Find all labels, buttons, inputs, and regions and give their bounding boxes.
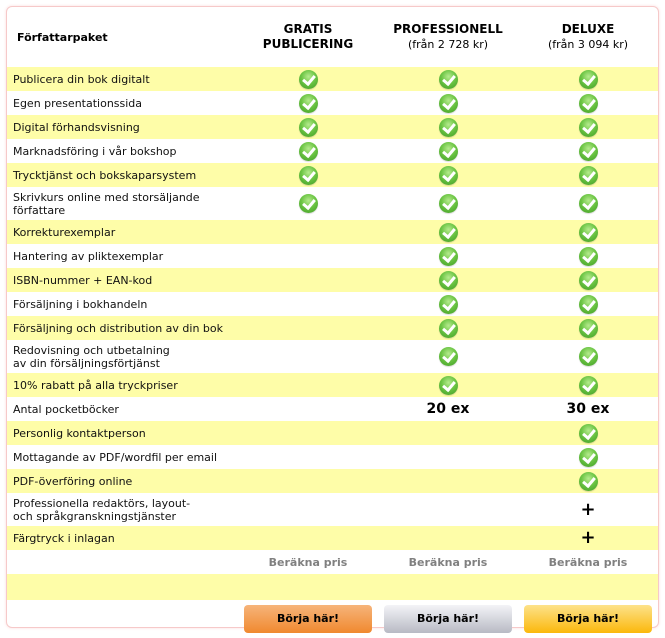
plan-cell — [378, 373, 518, 397]
check-icon — [299, 94, 318, 113]
check-icon — [439, 142, 458, 161]
spacer-row — [7, 574, 658, 600]
feature-label: Digital förhandsvisning — [7, 115, 238, 139]
plan-cell — [518, 397, 658, 421]
check-icon — [579, 472, 598, 491]
feature-row — [7, 493, 658, 526]
plan-cell — [378, 67, 518, 91]
check-icon — [439, 347, 458, 366]
check-icon — [579, 347, 598, 366]
plan-cell — [378, 187, 518, 220]
feature-label: Färgtryck i inlagan — [7, 526, 238, 550]
feature-row — [7, 187, 658, 220]
header-row — [7, 7, 658, 67]
check-icon — [439, 295, 458, 314]
feature-row — [7, 292, 658, 316]
check-icon — [579, 223, 598, 242]
plan-cell — [378, 244, 518, 268]
feature-row — [7, 445, 658, 469]
plan-cell — [378, 268, 518, 292]
check-icon — [579, 448, 598, 467]
feature-row — [7, 139, 658, 163]
start-button-deluxe[interactable]: Börja här! — [524, 605, 652, 633]
check-icon — [439, 223, 458, 242]
plus-icon: + — [580, 527, 596, 548]
plan-cell — [378, 316, 518, 340]
plan-cell — [378, 139, 518, 163]
plan-cell — [238, 397, 378, 421]
plan-cell — [238, 139, 378, 163]
plan-cell — [518, 91, 658, 115]
check-icon — [579, 166, 598, 185]
plan-cell — [238, 220, 378, 244]
plan-cell — [518, 421, 658, 445]
check-icon — [579, 70, 598, 89]
feature-label: Försäljning och distribution av din bok — [7, 316, 238, 340]
plan-cell — [238, 163, 378, 187]
feature-row — [7, 115, 658, 139]
plan-cell — [238, 469, 378, 493]
plan-cell — [518, 526, 658, 550]
feature-label-line: författare — [13, 203, 66, 217]
plan-cell — [238, 91, 378, 115]
plan-cell — [238, 493, 378, 526]
pricing-table — [7, 7, 658, 638]
plan-cell — [238, 244, 378, 268]
plan-cell — [238, 421, 378, 445]
start-buttons-row — [7, 600, 658, 638]
plan-cell — [518, 373, 658, 397]
check-icon — [299, 166, 318, 185]
check-icon — [439, 70, 458, 89]
feature-label: Publicera din bok digitalt — [7, 67, 238, 91]
check-icon — [439, 194, 458, 213]
check-icon — [579, 376, 598, 395]
plan-cell — [518, 316, 658, 340]
plan-name: PROFESSIONELL — [393, 22, 503, 36]
feature-label-line: Skrivkurs online med storsäljande — [13, 190, 200, 204]
plan-cell — [238, 187, 378, 220]
plan-cell — [518, 268, 658, 292]
plan-cell — [518, 340, 658, 373]
plan-cell — [238, 316, 378, 340]
check-icon — [439, 319, 458, 338]
feature-label: 10% rabatt på alla tryckpriser — [7, 373, 238, 397]
feature-label-line: och språkgranskningstjänster — [13, 509, 177, 523]
plan-name-line2: PUBLICERING — [262, 37, 354, 51]
plan-header-professionell — [378, 7, 518, 67]
feature-label-line: Redovisning och utbetalning — [13, 343, 170, 357]
plan-cell — [378, 526, 518, 550]
feature-label — [7, 187, 238, 220]
feature-label — [7, 493, 238, 526]
plan-cell — [238, 67, 378, 91]
check-icon — [579, 142, 598, 161]
check-icon — [439, 166, 458, 185]
feature-label: ISBN-nummer + EAN-kod — [7, 268, 238, 292]
check-icon — [579, 319, 598, 338]
check-icon — [439, 376, 458, 395]
plan-cell — [238, 445, 378, 469]
feature-label: Trycktjänst och bokskaparsystem — [7, 163, 238, 187]
plan-cell — [378, 397, 518, 421]
plan-cell — [518, 244, 658, 268]
calculate-price-link[interactable]: Beräkna pris — [548, 555, 628, 569]
plan-cell — [378, 292, 518, 316]
check-icon — [439, 94, 458, 113]
plan-cell — [238, 292, 378, 316]
calculate-price-link[interactable]: Beräkna pris — [268, 555, 348, 569]
plan-cell — [518, 187, 658, 220]
feature-row — [7, 163, 658, 187]
check-icon — [299, 70, 318, 89]
plan-cell — [378, 493, 518, 526]
check-icon — [439, 118, 458, 137]
plan-cell — [518, 139, 658, 163]
check-icon — [299, 194, 318, 213]
plan-price: (från 3 094 kr) — [547, 38, 629, 51]
plan-cell — [518, 445, 658, 469]
calculate-price-link[interactable]: Beräkna pris — [408, 555, 488, 569]
feature-row — [7, 373, 658, 397]
plan-cell — [378, 340, 518, 373]
start-button-gratis[interactable]: Börja här! — [244, 605, 372, 633]
feature-row — [7, 526, 658, 550]
plan-cell — [238, 268, 378, 292]
check-icon — [439, 271, 458, 290]
plan-header-gratis — [238, 7, 378, 67]
pricing-panel — [6, 6, 659, 628]
feature-row — [7, 421, 658, 445]
calculate-price-row — [7, 550, 658, 574]
check-icon — [579, 424, 598, 443]
plan-cell — [518, 67, 658, 91]
feature-row — [7, 469, 658, 493]
plan-cell — [238, 526, 378, 550]
feature-row — [7, 91, 658, 115]
check-icon — [299, 118, 318, 137]
plan-cell — [378, 421, 518, 445]
plan-cell — [238, 373, 378, 397]
check-icon — [579, 247, 598, 266]
feature-label: Marknadsföring i vår bokshop — [13, 144, 177, 158]
plan-cell — [518, 163, 658, 187]
plan-cell — [378, 91, 518, 115]
plan-cell — [238, 115, 378, 139]
plan-name-line1: GRATIS — [283, 22, 333, 36]
check-icon — [579, 271, 598, 290]
feature-label: Försäljning i bokhandeln — [13, 297, 148, 311]
check-icon — [439, 247, 458, 266]
feature-row — [7, 220, 658, 244]
plan-cell — [378, 220, 518, 244]
feature-label: Hantering av pliktexemplar — [13, 249, 164, 263]
feature-row — [7, 67, 658, 91]
plan-cell — [518, 220, 658, 244]
feature-column-title: Författarpaket — [17, 30, 108, 44]
plan-cell — [238, 340, 378, 373]
plan-price: (från 2 728 kr) — [407, 38, 489, 51]
plus-icon: + — [580, 498, 596, 520]
plan-cell — [378, 163, 518, 187]
plan-cell — [378, 445, 518, 469]
plan-cell — [518, 469, 658, 493]
feature-row — [7, 268, 658, 292]
feature-label — [7, 340, 238, 373]
check-icon — [579, 94, 598, 113]
check-icon — [579, 295, 598, 314]
plan-cell — [518, 115, 658, 139]
feature-label: Personlig kontaktperson — [7, 421, 238, 445]
quantity-value: 30 ex — [566, 401, 610, 417]
feature-row — [7, 340, 658, 373]
feature-row — [7, 244, 658, 268]
feature-row — [7, 397, 658, 421]
check-icon — [579, 118, 598, 137]
plan-cell — [518, 493, 658, 526]
plan-name: DELUXE — [561, 22, 615, 36]
feature-label: Egen presentationssida — [13, 96, 143, 110]
quantity-value: 20 ex — [426, 401, 470, 417]
feature-row — [7, 316, 658, 340]
feature-label: Antal pocketböcker — [13, 402, 119, 416]
plan-header-deluxe — [518, 7, 658, 67]
feature-label: Mottagande av PDF/wordfil per email — [13, 450, 218, 464]
check-icon — [579, 194, 598, 213]
start-button-professionell[interactable]: Börja här! — [384, 605, 512, 633]
plan-cell — [518, 292, 658, 316]
feature-label-line: av din försäljningsförtjänst — [13, 356, 160, 370]
plan-cell — [378, 469, 518, 493]
feature-label: PDF-överföring online — [7, 469, 238, 493]
feature-label: Korrekturexemplar — [7, 220, 238, 244]
plan-cell — [378, 115, 518, 139]
feature-label-line: Professionella redaktörs, layout- — [13, 496, 191, 510]
check-icon — [299, 142, 318, 161]
